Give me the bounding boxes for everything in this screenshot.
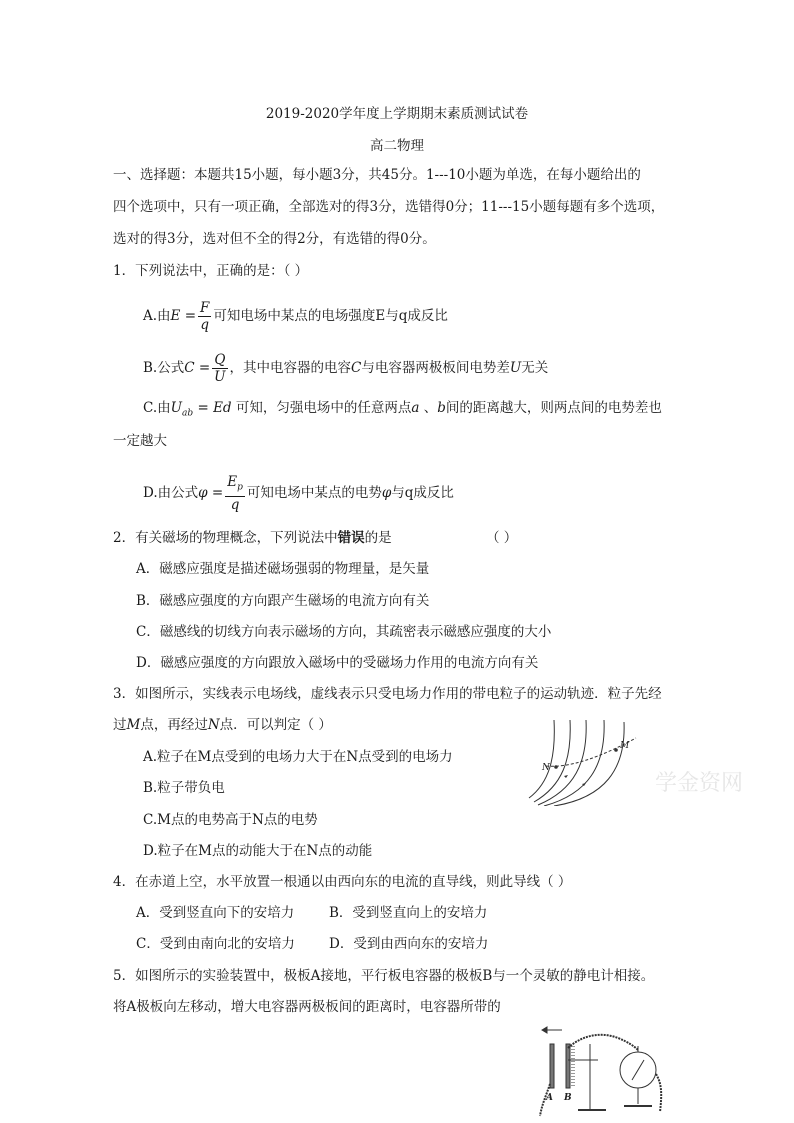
q1-b-suffix: ，其中电容器的电容	[229, 360, 352, 376]
q3-stem-line-1: 3．如图所示，实线表示电场线，虚线表示只受电场力作用的带电粒子的运动轨迹．粒子先经	[113, 686, 662, 702]
q1-option-b	[143, 352, 548, 385]
q3-stem-suffix: 点．可以判定（ ）	[219, 717, 332, 733]
q2-stem-suffix: 的是	[364, 530, 392, 546]
q4-option-b: B．受到竖直向上的安培力	[329, 905, 488, 921]
field-line	[554, 722, 624, 806]
q1-option-c-continued: 一定越大	[113, 433, 167, 449]
q1-d-prefix: D.由公式	[143, 484, 199, 501]
field-line	[544, 720, 604, 806]
q1-a-fraction: $\frac{F}{q}$	[200, 300, 210, 333]
q2-option-c: C．磁感线的切线方向表示磁场的方向，其疏密表示磁感应强度的大小	[136, 624, 552, 640]
q1-option-d	[143, 474, 454, 513]
q3-stem-mid: 点，再经过	[140, 717, 208, 733]
q1-d-suffix: 可知电场中某点的电势	[246, 484, 382, 501]
q2-stem-emphasis: 错误	[337, 530, 365, 546]
q1-d-fraction: $\frac{E_p}{q}$	[227, 474, 243, 513]
watermark: 学金资网	[655, 771, 744, 796]
q1-option-a	[143, 300, 448, 333]
q1-b-prefix: B.公式	[143, 360, 185, 376]
q1-stem: 1．下列说法中，正确的是：（ ）	[113, 263, 309, 279]
q2-stem	[113, 528, 392, 548]
q3-stem-m: M	[126, 717, 141, 733]
arrowhead	[564, 775, 568, 778]
q1-c-symbol-a: a	[411, 400, 420, 416]
q1-d-symbol-phi: φ	[381, 484, 392, 501]
section-intro-line-2: 四个选项中，只有一项正确，全部选对的得3分，选错得0分；11---15小题每题有多个选项，	[113, 199, 665, 215]
q5-stem-line-1: 5．如图所示的实验装置中，极板A接地，平行板电容器的极板B与一个灵敏的静电计相接。	[113, 968, 655, 984]
q4-option-d: D．受到由西向东的安培力	[329, 936, 489, 952]
q1-a-suffix: 可知电场中某点的电场强度E与q成反比	[213, 308, 448, 324]
q3-option-c: C.M点的电势高于N点的电势	[143, 812, 318, 828]
q3-option-a: A.粒子在M点受到的电场力大于在N点受到的电场力	[143, 749, 453, 765]
q1-c-suffix: 可知，匀强电场中的任意两点	[235, 400, 412, 416]
point-n-marker	[554, 765, 558, 769]
label-b: B	[564, 1093, 572, 1103]
q3-option-d: D.粒子在M点的动能大于在N点的动能	[143, 843, 373, 859]
label-n: N	[542, 763, 550, 773]
electrometer-needle	[632, 1060, 644, 1080]
q3-stem-line-2	[113, 715, 332, 735]
q4-option-c: C．受到由南向北的安培力	[136, 936, 295, 952]
exam-title: 2019-2020学年度上学期期末素质测试试卷	[265, 106, 529, 122]
q1-c-suffix-2: 间的距离越大，则两点间的电势差也	[445, 400, 662, 416]
q1-c-prefix: C.由	[143, 400, 171, 416]
label-a: A	[546, 1093, 553, 1103]
q1-a-formula: E =	[170, 308, 197, 324]
q4-stem: 4．在赤道上空，水平放置一根通以由西向东的电流的直导线，则此导线（ ）	[113, 874, 572, 890]
plate-a	[550, 1044, 554, 1088]
q2-option-b: B．磁感应强度的方向跟产生磁场的电流方向有关	[136, 593, 430, 609]
q5-stem-line-2: 将A极板向左移动，增大电容器两极板间的距离时，电容器所带的	[113, 999, 501, 1015]
exam-subject: 高二物理	[370, 138, 424, 154]
section-intro-line-3: 选对的得3分，选对但不全的得2分，有选错的得0分。	[113, 231, 436, 247]
q1-b-suffix-2: 与电容器两极板间电势差	[361, 360, 510, 376]
connecting-wire	[568, 1035, 638, 1050]
q3-option-b: B.粒子带负电	[143, 780, 225, 796]
label-m: M	[620, 741, 630, 751]
q3-stem-n: N	[207, 717, 220, 733]
section-intro-line-1: 一、选择题：本题共15小题，每小题3分，共45分。1---10小题为单选，在每小题给出的	[113, 167, 641, 183]
point-m-marker	[614, 748, 618, 752]
q1-b-suffix-3: 无关	[521, 360, 549, 376]
field-lines-figure	[524, 718, 646, 806]
q2-option-a: A．磁感应强度是描述磁场强弱的物理量，是矢量	[136, 561, 430, 577]
capacitor-electrometer-figure	[528, 1024, 678, 1119]
q1-d-formula: φ =	[198, 484, 224, 501]
q1-d-suffix-2: 与q成反比	[391, 484, 454, 501]
q1-b-symbol-u: U	[509, 360, 522, 376]
q2-stem-prefix: 2．有关磁场的物理概念，下列说法中	[113, 530, 338, 546]
q2-option-d: D．磁感应强度的方向跟放入磁场中的受磁场力作用的电流方向有关	[136, 655, 539, 671]
q4-option-a: A．受到竖直向下的安培力	[136, 905, 295, 921]
q2-answer-paren: （ ）	[486, 530, 518, 546]
q1-a-prefix: A.由	[143, 308, 171, 324]
q3-stem-prefix: 过	[113, 717, 127, 733]
plate-b	[566, 1044, 570, 1088]
q1-c-symbol-b: b	[437, 400, 446, 416]
q1-b-symbol-c: C	[351, 360, 362, 376]
q1-c-formula: $U_{ab} = Ed$	[170, 400, 232, 419]
field-line	[529, 720, 554, 798]
q1-b-formula: C =	[184, 360, 211, 376]
q1-b-fraction: $\frac{Q}{U}$	[214, 352, 226, 385]
q1-option-c: C.由$U_{ab} = Ed$ 可知，匀强电场中的任意两点a 、b间的距离越大，则两点间的电势差也	[143, 400, 662, 419]
field-line	[534, 720, 570, 802]
